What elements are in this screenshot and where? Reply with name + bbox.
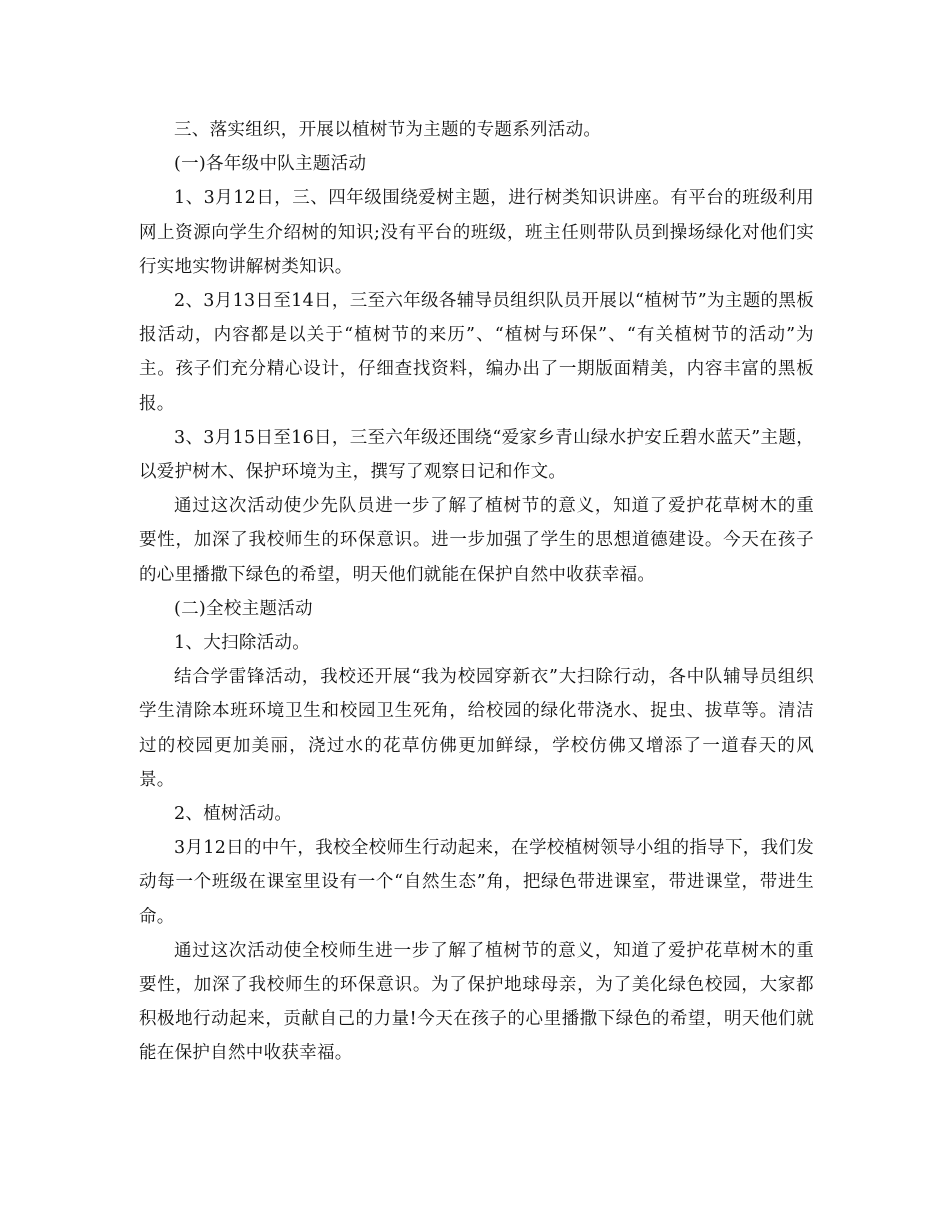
paragraph: 2、3月13日至14日，三至六年级各辅导员组织队员开展以“植树节”为主题的黑板报活动，内容都是以关于“植树节的来历”、“植树与环保”、“有关植树节的活动”为主。孩子们充分精心设计，仔细查找资料，编办出了一期版面精美，内容丰富的黑板报。 bbox=[139, 291, 814, 414]
paragraph: 1、3月12日，三、四年级围绕爱树主题，进行树类知识讲座。有平台的班级利用网上资源向学生介绍树的知识;没有平台的班级，班主任则带队员到操场绿化对他们实行实地实物讲解树类知识。 bbox=[139, 188, 814, 277]
item-heading: 1、大扫除活动。 bbox=[174, 633, 311, 654]
paragraph: 通过这次活动使少先队员进一步了解了植树节的意义，知道了爱护花草树木的重要性，加深了我校师生的环保意识。进一步加强了学生的思想道德建设。今天在孩子的心里播撒下绿色的希望，明天他们就能在保护自然中收获幸福。 bbox=[139, 496, 814, 585]
subsection-heading: (二)全校主题活动 bbox=[174, 598, 313, 619]
subsection-heading: (一)各年级中队主题活动 bbox=[174, 154, 367, 175]
item-heading: 2、植树活动。 bbox=[174, 804, 293, 825]
paragraph: 结合学雷锋活动，我校还开展“我为校园穿新衣”大扫除行动，各中队辅导员组织学生清除本班环境卫生和校园卫生死角，给校园的绿化带浇水、捉虫、拔草等。清洁过的校园更加美丽，浇过水的花草仿佛更加鲜绿，学校仿佛又增添了一道春天的风景。 bbox=[139, 667, 814, 790]
section-heading: 三、落实组织，开展以植树节为主题的专题系列活动。 bbox=[174, 120, 602, 140]
paragraph: 3月12日的中午，我校全校师生行动起来，在学校植树领导小组的指导下，我们发动每一个班级在课室里设有一个“自然生态”角，把绿色带进课室，带进课堂，带进生命。 bbox=[139, 838, 814, 927]
paragraph: 3、3月15日至16日，三至六年级还围绕“爱家乡青山绿水护安丘碧水蓝天”主题，以爱护树木、保护环境为主，撰写了观察日记和作文。 bbox=[139, 427, 814, 483]
document-body bbox=[139, 113, 814, 1071]
paragraph: 通过这次活动使全校师生进一步了解了植树节的意义，知道了爱护花草树木的重要性，加深了我校师生的环保意识。为了保护地球母亲，为了美化绿色校园，大家都积极地行动起来，贡献自己的力量!今天在孩子的心里播撒下绿色的希望，明天他们就能在保护自然中收获幸福。 bbox=[139, 940, 814, 1064]
